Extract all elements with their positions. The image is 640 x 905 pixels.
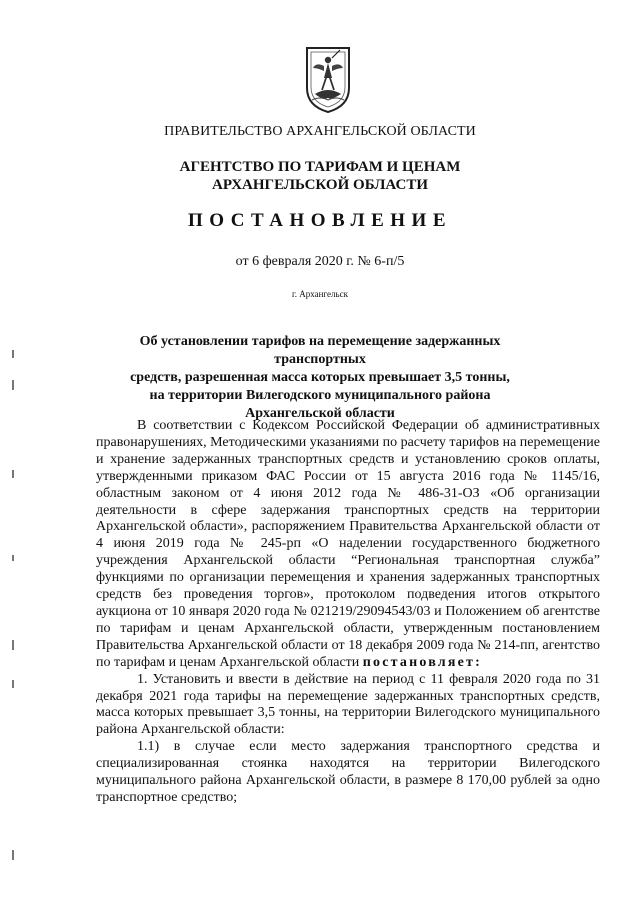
scan-margin-mark	[12, 470, 14, 478]
document-city: г. Архангельск	[292, 289, 348, 299]
agency-name-line-2: АРХАНГЕЛЬСКОЙ ОБЛАСТИ	[212, 177, 428, 193]
scan-margin-mark	[12, 850, 14, 860]
document-date-number: от 6 февраля 2020 г. № 6-п/5	[235, 254, 405, 269]
scan-margin-mark	[12, 555, 14, 561]
title-line-3: на территории Вилегодского муниципального района	[149, 388, 491, 403]
coat-of-arms-emblem	[302, 44, 354, 116]
scan-margin-mark	[12, 640, 14, 650]
title-line-4: Архангельской области	[245, 406, 395, 421]
title-line-2: средств, разрешенная масса которых превышает 3,5 тонны,	[130, 370, 510, 385]
item-1-paragraph: 1. Установить и ввести в действие на период с 11 февраля 2020 года по 31 декабря 2021 года тарифы на перемещение задержанных транспортных средств, масса которых превышает 3,5 тонны, на территории Вилегодского муниципального района Архангельской области:	[96, 671, 600, 738]
preamble-text: В соответствии с Кодексом Российской Федерации об административных правонарушениях, Методическими указаниями по расчету тарифов на перемещение и хранение задержанных транспортных средств и установлению сроков оплаты, утвержденными приказом ФАС России от 15 августа 2016 года № 1145/16, областным законом от 4 июня 2012 года № 486-31-ОЗ «Об организации деятельности в сфере задержания транспортных средств на территории Архангельской области», распоряжением Правительства Архангельской области от 4 июня 2019 года № 245-рп «О наделении государственного бюджетного учреждения Архангельской области “Региональная транспортная служба” функциями по организации перемещения и хранения задержанных транспортных средств без проведения торгов», протоколом подведения итогов открытого аукциона от 10 января 2020 года № 021219/29094543/03 и Положением об агентстве по тарифам и ценам Архангельской области, утвержденным постановлением Правительства Архангельской области от 18 декабря 2009 года № 214-пп, агентство по тарифам и ценам Архангельской области	[96, 418, 600, 670]
government-name: ПРАВИТЕЛЬСТВО АРХАНГЕЛЬСКОЙ ОБЛАСТИ	[164, 124, 476, 139]
decree-word: постановляет:	[362, 654, 482, 670]
agency-name	[0, 158, 640, 194]
scan-margin-mark	[12, 350, 14, 358]
document-type: ПОСТАНОВЛЕНИЕ	[187, 210, 453, 231]
scan-margin-mark	[12, 380, 14, 390]
agency-name-line-1: АГЕНТСТВО ПО ТАРИФАМ И ЦЕНАМ	[179, 159, 461, 175]
document-title	[96, 333, 544, 423]
preamble-paragraph	[96, 418, 600, 672]
item-1-1-paragraph: 1.1) в случае если место задержания транспортного средства и специализированная стоянка находятся на территории Вилегодского муниципального района Архангельской области, в размере 8 170,00 рублей за одно транспортное средство;	[96, 739, 600, 805]
title-line-1: Об установлении тарифов на перемещение задержанных транспортных	[139, 334, 501, 367]
scan-margin-mark	[12, 680, 14, 688]
document-body	[96, 418, 600, 807]
